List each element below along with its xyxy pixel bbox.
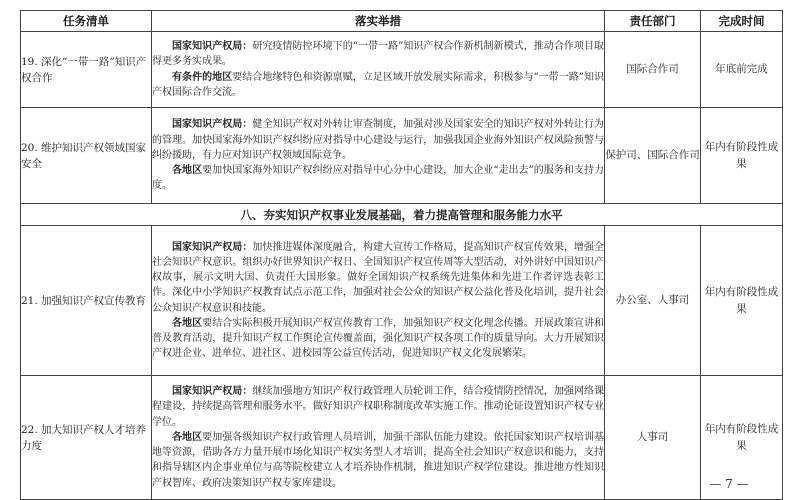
- measure-cell: [152, 108, 605, 204]
- measure-lead: 国家知识产权局：: [172, 119, 253, 131]
- header-measures: 落实举措: [152, 11, 605, 32]
- measure-paragraph: [152, 39, 604, 69]
- department-cell: 保护司、国际合作司: [605, 108, 701, 204]
- deadline-cell: 年底前完成: [701, 32, 783, 108]
- department-cell: 人事司: [605, 376, 701, 500]
- measure-lead: 国家知识产权局：: [172, 41, 253, 53]
- task-cell: 22. 加大知识产权人才培养力度: [21, 376, 152, 500]
- measure-lead: 各地区: [172, 317, 203, 329]
- measure-text: 健全知识产权对外转让审查制度，加强对涉及国家安全的知识产权对外转让行为的管理。加快国家海外知识产权纠纷应对指导中心建设与运行，加强我国企业海外知识产权风险预警与纠纷援助，有力应对知识产权领域国际竞争。: [152, 119, 605, 161]
- measure-cell: [152, 32, 605, 108]
- deadline-cell: 年内有阶段性成果: [701, 376, 783, 500]
- measure-paragraph: [152, 163, 604, 193]
- measure-cell: [152, 376, 605, 500]
- measure-paragraph: [152, 430, 604, 491]
- section-row: [21, 204, 783, 226]
- table-row: [21, 376, 783, 500]
- measure-paragraph: [152, 117, 604, 163]
- measure-text: 研究疫情防控环境下的“一带一路”知识产权合作新机制新模式，推动合作项目取得更多务实成果。: [152, 41, 605, 68]
- task-cell: 19. 深化“一带一路”知识产权合作: [21, 32, 152, 108]
- task-cell: 21. 加强知识产权宣传教育: [21, 226, 152, 376]
- measure-text: 要加快国家海外知识产权纠纷应对指导中心分中心建设，加大企业“走出去”的服务和支持力度。: [152, 165, 604, 192]
- table-header-row: [21, 11, 783, 32]
- section-heading: 八、夯实知识产权事业发展基础，着力提高管理和服务能力水平: [21, 204, 783, 226]
- header-task: 任务清单: [21, 11, 152, 32]
- measure-paragraph: [152, 240, 604, 316]
- header-deadline: 完成时间: [701, 11, 783, 32]
- measure-paragraph: [152, 384, 604, 430]
- measure-lead: 各地区: [172, 165, 203, 177]
- table-row: [21, 32, 783, 108]
- page-number: — 7 —: [709, 477, 749, 491]
- table-row: [21, 226, 783, 376]
- measure-text: 要结合地缘特色和资源禀赋，立足区域开放发展实际需求，积极参与“一带一路”知识产权国际合作交流。: [152, 71, 604, 98]
- measure-text: 要加强各级知识产权行政管理人员培训，加强干部队伍能力建设。依托国家知识产权培训基地等资源，借助各方力量开展市场化知识产权实务型人才培训，提高全社会知识产权意识和能力，支持和指导辖区内企事业单位与高等院校建立人才培养协作机制，推进知识产权学位建设。推进地方性知识产权智库、政府决策知识产权专家库建设。: [152, 431, 605, 489]
- department-cell: 国际合作司: [605, 32, 701, 108]
- table-row: [21, 108, 783, 204]
- measure-lead: 国家知识产权局：: [172, 386, 253, 398]
- task-cell: 20. 维护知识产权领域国家安全: [21, 108, 152, 204]
- measure-paragraph: [152, 70, 604, 100]
- header-department: 责任部门: [605, 11, 701, 32]
- measure-cell: [152, 226, 605, 376]
- department-cell: 办公室、人事司: [605, 226, 701, 376]
- measure-lead: 国家知识产权局：: [172, 241, 253, 253]
- measure-lead: 各地区: [172, 431, 203, 443]
- measure-paragraph: [152, 316, 604, 362]
- measure-text: 加快推进媒体深度融合，构建大宣传工作格局，提高知识产权宣传效果，增强全社会知识产权意识。组织办好世界知识产权日、全国知识产权宣传周等大型活动，对外讲好中国知识产权故事，展示文明大国、负责任大国形象。做好全国知识产权系统先进集体和先进工作者评选表彰工作。深化中小学知识产权教育试点示范工作，加强对社会公众的知识产权公益化普及化培训，提升社会公众知识产权意识和技能。: [152, 241, 605, 314]
- measure-text: 继续加强地方知识产权行政管理人员轮训工作，结合疫情防控情况，加强网络课程建设，持续提高管理和服务水平。做好知识产权职称制度改革实施工作。推动论证设置知识产权专业学位。: [152, 386, 605, 428]
- task-table: [20, 10, 783, 500]
- measure-lead: 有条件的地区: [172, 71, 233, 83]
- deadline-cell: 年内有阶段性成果: [701, 226, 783, 376]
- measure-text: 要结合实际积极开展知识产权宣传教育工作，加强知识产权文化理念传播。开展政策宣讲和普及教育活动，提升知识产权工作舆论宣传覆盖面，强化知识产权各项工作的质量导向。大力开展知识产权进企业、进单位、进社区、进校园等公益宣传活动，促进知识产权文化发展繁荣。: [152, 317, 605, 360]
- deadline-cell: 年内有阶段性成果: [701, 108, 783, 204]
